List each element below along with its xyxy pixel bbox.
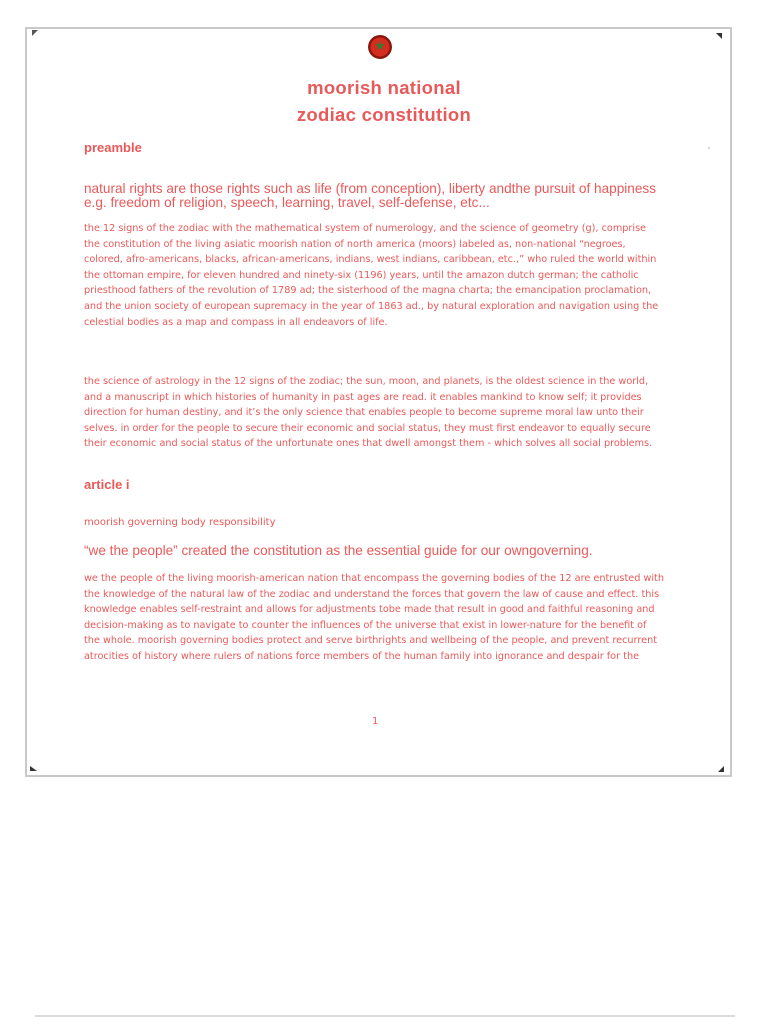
moorish-seal-icon [368,35,392,59]
corner-mark-icon [718,766,724,772]
article-1-lead: “we the people” created the constitution as the essential guide for our owngoverning. [84,543,593,558]
article-1-subheading: moorish governing body responsibility [84,517,276,528]
article-1-heading: article i [84,477,130,492]
preamble-lead: natural rights are those rights such as life (from conception), liberty andthe pursuit of happiness e.g. freedom of religion, speech, learning, travel, self-defense, etc... [84,181,656,210]
document-title-line-1: moorish national [307,77,461,98]
scan-edge-line [35,1015,735,1017]
preamble-heading: preamble [84,140,142,155]
preamble-paragraph-2: the science of astrology in the 12 signs of the zodiac; the sun, moon, and planets, is the oldest science in the world, and a manuscript in which histories of humanity in past ages are read. it enables mankind to know self; it provides direction for human destiny, and it’s the only science that enables people to become supreme moral law unto their selves. in order for the people to secure their economic and social status, they must first endeavor to equally secure their economic and social status of the unfortunate ones that dwell amongst them - which solves all social problems. [84,376,653,450]
preamble-paragraph-1: the 12 signs of the zodiac with the mathematical system of numerology, and the science of geometry (g), comprise the constitution of the living asiatic moorish nation of north america (moors) labeled as, non-national “negroes, colored, afro-americans, blacks, african-americans, indians, west indians, caribbean, etc.,” who ruled the world within the ottoman empire, for eleven hundred and ninety-six (1196) years, until the amazon dutch german; the catholic priesthood fathers of the revolution of 1789 ad; the sisterhood of the magna charta; the emancipation proclamation, and the union society of european supremacy in the year of 1863 ad., by natural exploration and navigation using the celestial bodies as a map and compass in all endeavors of life. [84,223,659,328]
page-number: 1 [372,716,379,727]
corner-mark-icon [716,33,722,39]
corner-mark-icon [30,766,37,771]
article-1-paragraph-1: we the people of the living moorish-american nation that encompass the governing bodies of the 12 are entrusted with the knowledge of the natural law of the zodiac and understand the forces that govern the law of cause and effect. this knowledge enables self-restraint and allows for adjustments tobe made that result in good and faithful reasoning and decision-making as to navigate to counter the influences of the universe that exist in lower-nature for the benefit of the whole. moorish governing bodies protect and serve birthrights and wellbeing of the people, and prevent recurrent atrocities of history where rulers of nations force members of the human family into ignorance and despair for the [84,573,664,662]
star-icon: ★ [374,39,386,54]
corner-mark-icon [32,30,38,36]
scan-speck [708,147,710,149]
document-title-line-2: zodiac constitution [296,104,472,125]
